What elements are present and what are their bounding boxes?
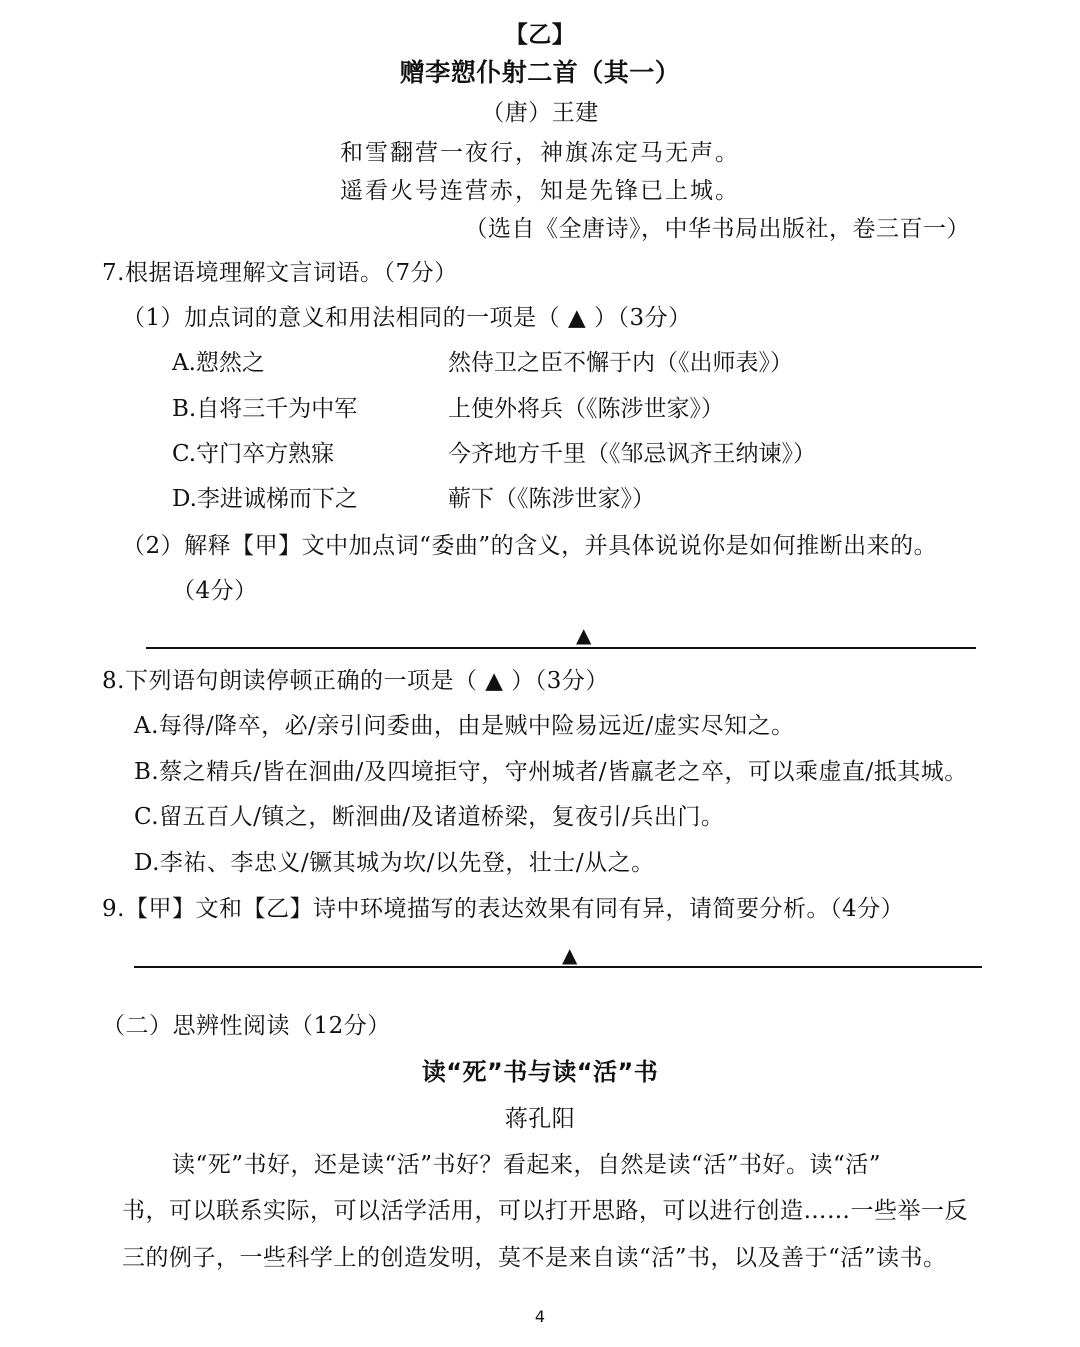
q9-answer-mark: ▲ xyxy=(562,943,578,967)
article-author: 蒋孔阳 xyxy=(504,1106,576,1132)
poem-source: （选自《全唐诗》，中华书局出版社，卷三百一） xyxy=(464,216,970,242)
page-number: 4 xyxy=(534,1307,546,1326)
q7-option-c-right: 今齐地方千里（《邹忌讽齐王纳谏》） xyxy=(448,441,816,467)
q9-answer-line[interactable] xyxy=(134,966,982,968)
article-title: 读“死”书与读“活”书 xyxy=(421,1058,659,1086)
section2-heading: （二）思辨性阅读（12分） xyxy=(102,1013,391,1039)
q7-sub2: （2）解释【甲】文中加点词“委曲”的含义，并具体说说你是如何推断出来的。 xyxy=(122,533,938,559)
q8-option-b: B.蔡之精兵/皆在洄曲/及四境拒守，守州城者/皆羸老之卒，可以乘虚直/抵其城。 xyxy=(134,759,968,785)
q7-option-b-left: B.自将三千为中军 xyxy=(172,396,358,422)
poem-line-1: 和雪翻营一夜行，神旗冻定马无声。 xyxy=(340,140,740,166)
poem-author: （唐）王建 xyxy=(481,100,599,126)
q8-stem: 8.下列语句朗读停顿正确的一项是（ ▲ ）（3分） xyxy=(102,668,609,694)
q9-stem: 9.【甲】文和【乙】诗中环境描写的表达效果有同有异，请简要分析。（4分） xyxy=(102,896,905,922)
poem-line-2: 遥看火号连营赤，知是先锋已上城。 xyxy=(340,178,740,204)
q7-answer-line[interactable] xyxy=(146,647,976,649)
section-marker-yi: 【乙】 xyxy=(504,22,576,48)
q7-option-d-right: 蕲下（《陈涉世家》） xyxy=(448,486,655,512)
q7-option-d-left: D.李进诚梯而下之 xyxy=(172,486,358,512)
q8-option-c: C.留五百人/镇之，断洄曲/及诸道桥梁，复夜引/兵出门。 xyxy=(134,804,725,830)
q7-option-b-right: 上使外将兵（《陈涉世家》） xyxy=(448,396,724,422)
q7-option-a-left: A.愬然之 xyxy=(172,350,265,376)
q7-sub1: （1）加点词的意义和用法相同的一项是（ ▲ ）（3分） xyxy=(122,305,692,331)
q8-option-d: D.李祐、李忠义/镢其城为坎/以先登，壮士/从之。 xyxy=(134,850,655,876)
article-paragraph-line-1: 读“死”书好，还是读“活”书好？看起来，自然是读“活”书好。读“活” xyxy=(172,1152,882,1178)
q7-option-c-left: C.守门卒方熟寐 xyxy=(172,441,335,467)
q8-option-a: A.每得/降卒，必/亲引问委曲，由是贼中险易远近/虚实尽知之。 xyxy=(134,713,795,739)
q7-answer-mark: ▲ xyxy=(576,623,592,647)
q7-option-a-right: 然侍卫之臣不懈于内（《出师表》） xyxy=(448,350,793,376)
article-paragraph-line-2: 书，可以联系实际，可以活学活用，可以打开思路，可以进行创造……一些举一反 xyxy=(122,1198,968,1224)
q7-stem: 7.根据语境理解文言词语。（7分） xyxy=(102,260,458,286)
q7-sub2-score: （4分） xyxy=(172,578,258,604)
article-paragraph-line-3: 三的例子，一些科学上的创造发明，莫不是来自读“活”书，以及善于“活”读书。 xyxy=(122,1245,947,1271)
poem-title: 赠李愬仆射二首（其一） xyxy=(399,58,681,87)
